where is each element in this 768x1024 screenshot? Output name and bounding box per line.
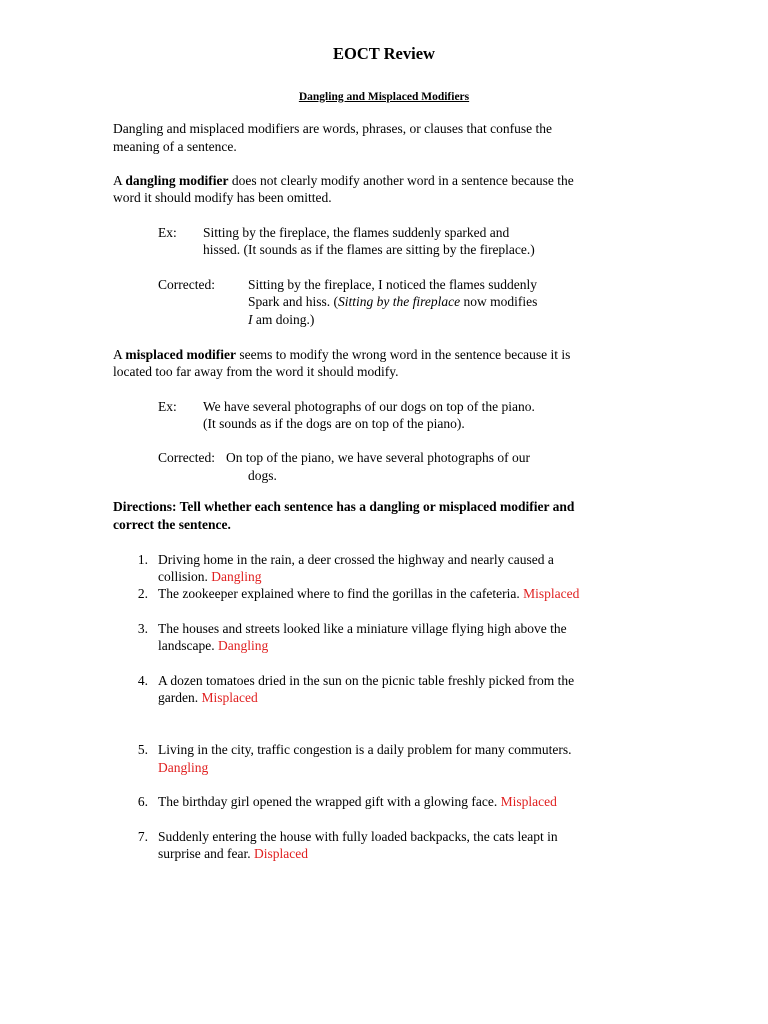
item-1-answer: Dangling bbox=[211, 569, 262, 584]
dangling-prefix: A bbox=[113, 173, 126, 188]
dangling-corrected-line-2 bbox=[248, 293, 537, 310]
item-6-line-1 bbox=[158, 793, 557, 810]
misplaced-ex-line-1: We have several photographs of our dogs on top of the piano. bbox=[203, 399, 535, 414]
item-7-line-1: Suddenly entering the house with fully loaded backpacks, the cats leapt in bbox=[158, 829, 558, 844]
directions-line-1: Directions: Tell whether each sentence has a dangling or misplaced modifier and bbox=[113, 499, 575, 514]
item-6-answer: Misplaced bbox=[500, 794, 557, 809]
misplaced-term: misplaced modifier bbox=[125, 347, 237, 362]
item-1-line-1: Driving home in the rain, a deer crossed the highway and nearly caused a bbox=[158, 552, 554, 567]
item-number: 6. bbox=[137, 794, 148, 809]
item-4-line-2 bbox=[158, 689, 258, 706]
item-4-line-1: A dozen tomatoes dried in the sun on the picnic table freshly picked from the bbox=[158, 673, 575, 688]
item-7-line2-text: surprise and fear. bbox=[158, 846, 254, 861]
item-5-line-1: Living in the city, traffic congestion is a daily problem for many commuters. bbox=[158, 742, 572, 757]
item-6-line1-text: The birthday girl opened the wrapped gift with a glowing face. bbox=[158, 794, 501, 809]
directions-line-2: correct the sentence. bbox=[113, 517, 231, 532]
dangling-corr2-italic: Sitting by the fireplace bbox=[338, 294, 461, 309]
item-2-line1-text: The zookeeper explained where to find the gorillas in the cafeteria. bbox=[158, 586, 524, 601]
item-1-line-2 bbox=[158, 568, 262, 585]
misplaced-ex-line-2: (It sounds as if the dogs are on top of the piano). bbox=[203, 416, 465, 431]
dangling-corr2-b: now modifies bbox=[460, 294, 538, 309]
misplaced-ex-label: Ex: bbox=[158, 399, 177, 414]
dangling-line1-rest: does not clearly modify another word in a sentence because the bbox=[228, 173, 574, 188]
item-1-line2-text: collision. bbox=[158, 569, 212, 584]
dangling-corr3-italic: I bbox=[248, 312, 253, 327]
misplaced-definition-line-1 bbox=[113, 346, 570, 363]
item-7-line-2 bbox=[158, 845, 308, 862]
item-3-answer: Dangling bbox=[217, 638, 269, 653]
intro-line-1: Dangling and misplaced modifiers are words, phrases, or clauses that confuse the bbox=[113, 121, 552, 136]
item-2-line-1 bbox=[158, 585, 579, 602]
dangling-corrected-label: Corrected: bbox=[158, 277, 215, 292]
misplaced-prefix: A bbox=[113, 347, 126, 362]
dangling-definition-line-1 bbox=[113, 172, 574, 189]
dangling-corr2-a: Spark and hiss. ( bbox=[248, 294, 338, 309]
page-subtitle: Dangling and Misplaced Modifiers bbox=[298, 91, 470, 103]
dangling-corrected-line-1: Sitting by the fireplace, I noticed the flames suddenly bbox=[248, 277, 538, 292]
item-7-answer: Displaced bbox=[253, 846, 308, 861]
dangling-ex-line-2: hissed. (It sounds as if the flames are sitting by the fireplace.) bbox=[203, 242, 535, 257]
item-3-line2-text: landscape. bbox=[158, 638, 218, 653]
item-number: 4. bbox=[137, 673, 148, 688]
dangling-definition-line-2: word it should modify has been omitted. bbox=[113, 190, 332, 205]
dangling-ex-label: Ex: bbox=[158, 225, 177, 240]
intro-line-2: meaning of a sentence. bbox=[113, 139, 237, 154]
page-title: EOCT Review bbox=[333, 44, 435, 63]
misplaced-corrected-line-1: On top of the piano, we have several photographs of our bbox=[226, 450, 531, 465]
item-4-line2-text: garden. bbox=[158, 690, 202, 705]
dangling-corrected-line-3 bbox=[248, 311, 314, 328]
misplaced-corrected-line-2: dogs. bbox=[248, 468, 277, 483]
item-5-answer: Dangling bbox=[158, 760, 209, 775]
item-number: 1. bbox=[137, 552, 148, 567]
item-number: 7. bbox=[137, 829, 148, 844]
misplaced-line1-rest: seems to modify the wrong word in the sentence because it is bbox=[236, 347, 571, 362]
misplaced-corrected-label: Corrected: bbox=[158, 450, 215, 465]
item-4-answer: Misplaced bbox=[201, 690, 258, 705]
item-number: 2. bbox=[137, 586, 148, 601]
item-2-answer: Misplaced bbox=[523, 586, 580, 601]
dangling-corr3-b: am doing.) bbox=[252, 312, 315, 327]
item-number: 3. bbox=[137, 621, 148, 636]
misplaced-definition-line-2: located too far away from the word it should modify. bbox=[113, 364, 399, 379]
dangling-term: dangling modifier bbox=[125, 173, 229, 188]
item-3-line-2 bbox=[158, 637, 268, 654]
dangling-ex-line-1: Sitting by the fireplace, the flames suddenly sparked and bbox=[203, 225, 510, 240]
item-3-line-1: The houses and streets looked like a miniature village flying high above the bbox=[158, 621, 567, 636]
item-number: 5. bbox=[137, 742, 148, 757]
